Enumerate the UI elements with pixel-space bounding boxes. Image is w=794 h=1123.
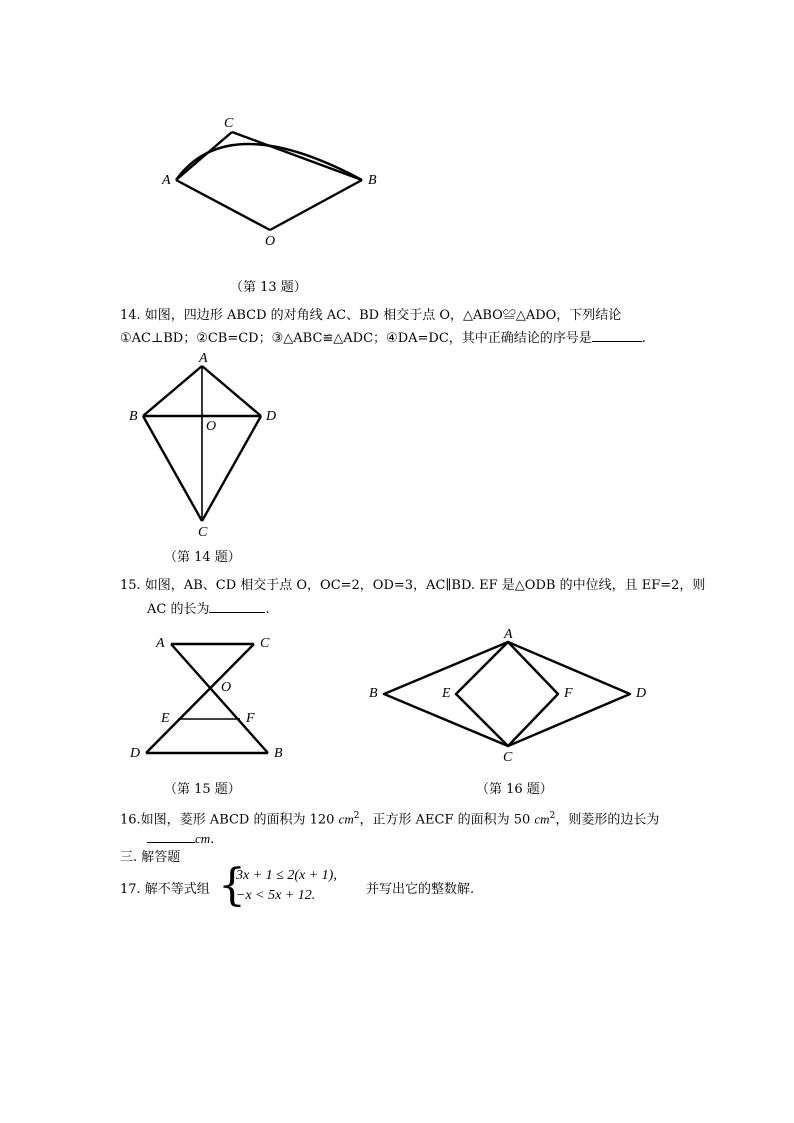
q17-inequality-2: −x < 5x + 12.: [236, 888, 316, 903]
q17-inequality-1: 3x + 1 ≤ 2(x + 1),: [236, 868, 337, 883]
fig15-label-e: E: [161, 711, 170, 726]
fig16-label-b: B: [369, 686, 378, 701]
fig16-rhombus-abcd: [384, 642, 630, 746]
fig16-label-e: E: [442, 686, 451, 701]
q16-unit-2: cm: [534, 811, 550, 827]
fig14-label-d: D: [266, 409, 277, 424]
fig14-caption: （第 14 题）: [164, 550, 241, 565]
fig16-label-f: F: [564, 686, 573, 701]
fig14-label-a: A: [199, 351, 208, 366]
fig16-label-d: D: [636, 686, 647, 701]
fig15-label-c: C: [260, 636, 270, 651]
fig16-label-a: A: [504, 627, 513, 642]
fig15-caption: （第 15 题）: [164, 782, 241, 797]
fig13-caption: （第 13 题）: [230, 280, 307, 295]
fig16-caption: （第 16 题）: [476, 782, 553, 797]
fig14-label-b: B: [129, 409, 138, 424]
q16-unit-2-exp: 2: [549, 811, 556, 821]
q16-line2-end: .: [210, 832, 215, 847]
q14-line2-text: ①AC⊥BD；②CB=CD；③△ABC≌△ADC；④DA=DC，其中正确结论的序号是: [120, 331, 592, 346]
q17-prefix: 17. 解不等式组: [120, 882, 210, 897]
fig15-label-d: D: [130, 746, 141, 761]
q15-line2-text: AC 的长为: [147, 602, 210, 617]
q16-unit-1-exp: 2: [353, 811, 360, 821]
q16-line2: [147, 828, 214, 850]
fig14-label-c: C: [198, 525, 208, 540]
fig15-label-o: O: [221, 680, 232, 695]
fig15-label-f: F: [246, 711, 255, 726]
q17-suffix: 并写出它的整数解.: [366, 882, 475, 897]
q16-line1: [120, 806, 659, 830]
fig13-label-b: B: [368, 173, 377, 188]
q16-answer-blank[interactable]: [147, 828, 195, 843]
fig13-label-o: O: [265, 234, 276, 249]
q14-line2-end: .: [641, 331, 646, 346]
fig14-label-o: O: [206, 419, 217, 434]
q14-line1: 14. 如图，四边形 ABCD 的对角线 AC、BD 相交于点 O，△ABO≌△ADO，下列结论: [120, 308, 622, 323]
q16-unit-1: cm: [338, 811, 354, 827]
q16-text-b: ，正方形 AECF 的面积为 50: [359, 812, 535, 828]
q15-line1: 15. 如图，AB、CD 相交于点 O，OC=2，OD=3，AC∥BD. EF 是△ODB 的中位线，且 EF=2，则: [120, 578, 706, 593]
fig16-label-c: C: [503, 750, 513, 765]
fig13-label-c: C: [224, 116, 234, 131]
q15-line2-end: .: [265, 602, 270, 617]
fig15-label-b: B: [274, 746, 283, 761]
section-heading: 三. 解答题: [120, 850, 181, 865]
fig13-label-a: A: [162, 173, 171, 188]
q17-brace: {: [218, 860, 246, 911]
fig15-label-a: A: [156, 636, 165, 651]
q16-text-a: 16.如图，菱形 ABCD 的面积为 120: [120, 812, 339, 828]
q16-unit-3: cm: [195, 831, 211, 846]
q16-text-c: ，则菱形的边长为: [555, 812, 660, 828]
